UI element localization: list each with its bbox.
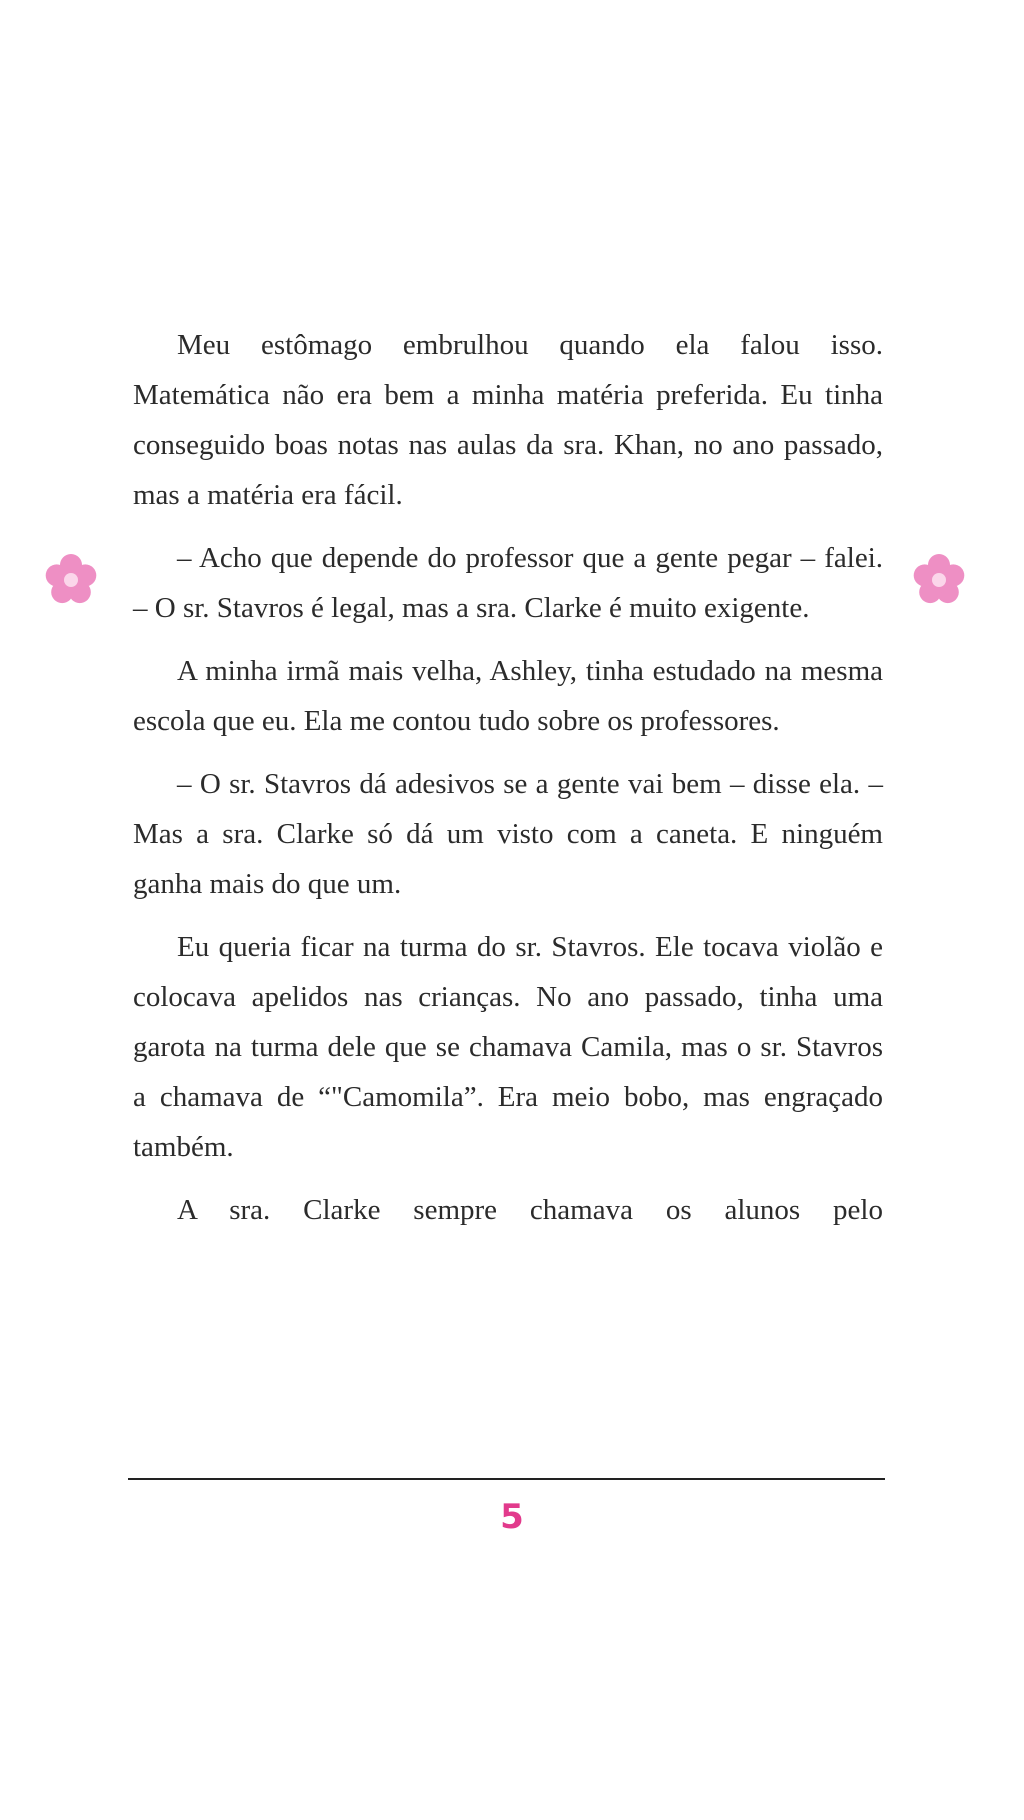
- paragraph: A sra. Clarke sempre chamava os alunos pelo: [177, 1194, 883, 1226]
- flower-icon: [912, 553, 966, 607]
- page-number: 5: [500, 1497, 524, 1537]
- footer-divider: [128, 1478, 885, 1480]
- paragraph: – Acho que depende do professor que a gente pegar – falei. – O sr. Stavros é legal, mas a sra. Clarke é muito exigente.: [133, 542, 883, 624]
- body-text: [133, 320, 883, 1248]
- flower-icon: [44, 553, 98, 607]
- paragraph: Eu queria ficar na turma do sr. Stavros. Ele tocava violão e colocava apelidos nas crianças. No ano passado, tinha uma garota na turma dele que se chamava Camila, mas o sr. Stavros a chamava de “"Camomila”. Era meio bobo, mas engraçado também.: [133, 931, 883, 1163]
- paragraph: Meu estômago embrulhou quando ela falou isso. Matemática não era bem a minha matéria preferida. Eu tinha conseguido boas notas nas aulas da sra. Khan, no ano passado, mas a matéria era fácil.: [133, 329, 883, 511]
- paragraph: A minha irmã mais velha, Ashley, tinha estudado na mesma escola que eu. Ela me contou tudo sobre os professores.: [133, 655, 883, 737]
- paragraph: – O sr. Stavros dá adesivos se a gente vai bem – disse ela. – Mas a sra. Clarke só dá um visto com a caneta. E ninguém ganha mais do que um.: [133, 768, 883, 900]
